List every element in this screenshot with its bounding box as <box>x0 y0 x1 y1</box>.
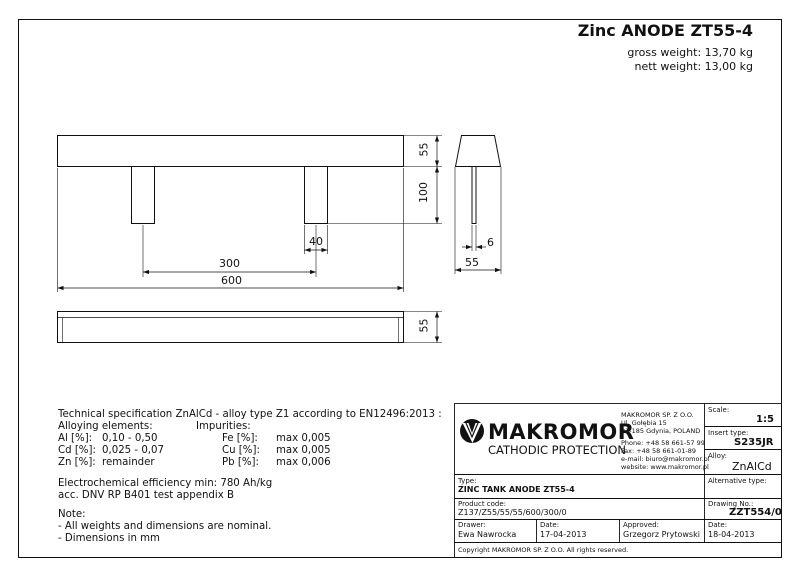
drawing-no-value: ZZT554/0 <box>729 507 782 518</box>
spec-element: Cd [%]: <box>58 445 96 456</box>
note-dimensions: - Dimensions in mm <box>58 533 160 544</box>
anode-body-side <box>456 136 501 167</box>
approved-value: Grzegorz Prytowski <box>623 530 700 539</box>
alloy-label: Alloy: <box>708 452 727 460</box>
spec-value: 0,10 - 0,50 <box>102 433 158 444</box>
spec-max: max 0,005 <box>276 445 331 456</box>
scale-label: Scale: <box>708 406 730 414</box>
test-text: acc. DNV RP B401 test appendix B <box>58 490 234 501</box>
insert-leg-right <box>305 167 328 224</box>
scale-value: 1:5 <box>756 414 774 425</box>
dim-600-label: 600 <box>221 274 242 287</box>
spec-line: Technical specification ZnAlCd - alloy type Z1 according to EN12496:2013 : <box>58 409 442 420</box>
impurities-label: Impurities: <box>196 421 251 432</box>
approved-label: Approved: <box>623 521 659 529</box>
spec-value: 0,025 - 0,07 <box>102 445 165 456</box>
dim-55-top-label: 55 <box>417 142 431 157</box>
type-value: ZINC TANK ANODE ZT55-4 <box>458 485 575 494</box>
dim-55-bottom-label: 55 <box>417 318 431 333</box>
date-approved-value: 18-04-2013 <box>708 530 755 539</box>
spec-element: Al [%]: <box>58 433 93 444</box>
side-view <box>456 136 501 224</box>
address-city: 81-185 Gdynia, POLAND <box>621 427 701 435</box>
company-name: MAKROMOR <box>488 420 635 444</box>
insert-leg-left <box>132 167 155 224</box>
makromor-logo-icon <box>460 419 484 443</box>
address-street: Ul. Gołębia 15 <box>621 419 667 427</box>
drawing-no-label: Drawing No.: <box>708 500 754 508</box>
spec-max: max 0,006 <box>276 457 331 468</box>
spec-impurity: Cu [%]: <box>222 445 260 456</box>
nett-weight: nett weight: 13,00 kg <box>634 60 753 73</box>
gross-weight: gross weight: 13,70 kg <box>627 46 753 59</box>
spec-impurity: Pb [%]: <box>222 457 259 468</box>
date-drawn-value: 17-04-2013 <box>540 530 587 539</box>
front-view <box>58 136 404 224</box>
top-view <box>58 312 404 343</box>
date-drawn-label: Date: <box>540 521 560 529</box>
contact-website: website: www.makromor.pl <box>621 463 709 471</box>
spec-impurity: Fe [%]: <box>222 433 258 444</box>
contact-fax: Fax: +48 58 661-01-89 <box>621 447 696 455</box>
dim-300-label: 300 <box>219 257 240 270</box>
product-code-label: Product code: <box>458 500 507 508</box>
address-company: MAKROMOR SP. Z O.O. <box>621 411 694 419</box>
note-weights: - All weights and dimensions are nominal. <box>58 521 272 532</box>
anode-body-front <box>58 136 404 167</box>
spec-element: Zn [%]: <box>58 457 96 468</box>
insert-type-label: Insert type: <box>708 429 749 437</box>
drawer-value: Ewa Nawrocka <box>458 530 517 539</box>
product-code-value: Z137/Z55/55/55/600/300/0 <box>458 508 567 517</box>
insert-side <box>472 167 476 224</box>
type-label: Type: <box>458 477 477 485</box>
note-title: Note: <box>58 509 86 520</box>
alloying-label: Alloying elements: <box>58 421 153 432</box>
efficiency-text: Electrochemical efficiency min: 780 Ah/kg <box>58 478 273 489</box>
spec-max: max 0,005 <box>276 433 331 444</box>
sheet-border <box>19 20 782 558</box>
dim-40-label: 40 <box>309 235 323 248</box>
contact-phone: Phone: +48 58 661-57 99 <box>621 439 705 447</box>
drawer-label: Drawer: <box>458 521 486 529</box>
copyright-text: Copyright MAKROMOR SP. Z O.O. All rights reserved. <box>458 546 629 554</box>
dim-100-label: 100 <box>417 182 430 203</box>
insert-type-value: S235JR <box>734 437 774 448</box>
alternative-type-label: Alternative type: <box>708 477 767 485</box>
spec-value: remainder <box>102 457 155 468</box>
dim-55-side-label: 55 <box>465 256 479 269</box>
date-approved-label: Date: <box>708 521 728 529</box>
dim-6-label: 6 <box>487 236 494 249</box>
company-subtitle: CATHODIC PROTECTION <box>488 443 627 457</box>
drawing-title: Zinc ANODE ZT55-4 <box>577 21 753 40</box>
contact-email: e-mail: biuro@makromor.pl <box>621 455 710 463</box>
alloy-value: ZnAlCd <box>732 460 772 473</box>
anode-body-top <box>58 312 404 343</box>
